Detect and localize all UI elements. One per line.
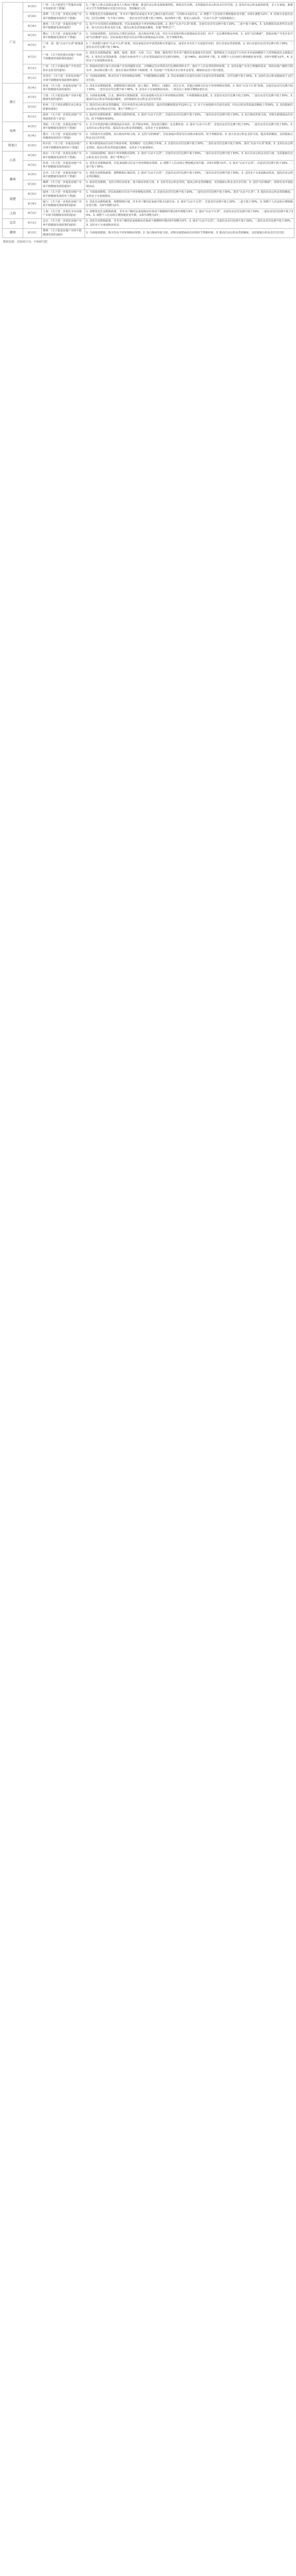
date-cell: 9月1日 [23, 64, 42, 74]
content-cell: 1. 优化住房限购政策，调整限购区域范围。2. 落实“认房不认贷”，首套住房首付比例不低于20%，二套住房首付比例不低于30%。3. 支持多子女家庭购房需求，提高住房公积金贷款额度。 [85, 171, 294, 180]
title-cell: 湘潭：《关于进一步促进房地产市场平稳健康发展的通知》 [42, 180, 85, 190]
date-cell: 9月3日 [23, 41, 42, 51]
date-cell: 9月2日 [23, 228, 42, 238]
table-row [3, 103, 294, 112]
table-row [3, 41, 294, 51]
date-cell: 9月3日 [23, 31, 42, 41]
table-row [3, 74, 294, 83]
title-cell: 福州：《关于进一步促进房地产市场平稳健康发展的若干措施》 [42, 190, 85, 199]
date-cell: 9月5日 [23, 171, 42, 180]
content-cell: 1. 提高住房公积金贷款额度，首次申请住房公积金贷款的，最高贷款额度提高至120万元。2. 多子女家庭购买首套住房的，住房公积金贷款最高额度上浮20%。3. 支持提取住房公积金支付购房首付款，推行“带押过户”。 [85, 103, 294, 112]
title-cell: 哈尔滨：《关于进一步促进房地产市场平稳健康发展的若干措施》 [42, 141, 85, 151]
title-cell: 惠州：《关于进一步促进房地产市场平稳健康发展的通知》 [42, 22, 85, 31]
policy-table-body [3, 3, 294, 238]
table-row [3, 112, 294, 122]
date-cell: 9月2日 [23, 103, 42, 112]
date-cell: 9月4日 [23, 151, 42, 161]
content-cell: 1. 全面取消限购，购买住房不再审核购房资格。2. 加大购房补贴力度，对购买新建商品住房的给予契税补贴。3. 提高住房公积金贷款额度，支持提取公积金支付首付款。 [85, 228, 294, 238]
title-cell: 厦门：《关于进一步优化房地产市场平稳健康发展政策的通知》 [42, 199, 85, 209]
title-cell: 深圳：《关于进一步优化房地产市场平稳健康发展的若干措施》 [42, 12, 85, 22]
date-cell: 9月3日 [23, 93, 42, 103]
content-cell: 1. 全面取消限购，购房不再审核购房资格。2. 落实“认房不认贷”，首套住房首付比例不低于20%，二套住房首付比例不低于30%。3. 加大住房公积金支持力度，支持提取住房公积金支付首付款，推行“带押过户”。 [85, 151, 294, 161]
title-cell: 南京：《关于进一步优化房地产市场平稳健康发展的若干措施》 [42, 151, 85, 161]
content-cell: 1. 优化住房限购政策，非本市户籍居民家庭购房社保或个税缴纳年限由5年调整为3年。2. 落实“认房不认贷”，首套住房首付比例不低于20%，二套住房首付比例不低于30%。3. 支持多子女家庭购房需求。 [85, 218, 294, 228]
content-cell: 1. 调整优化住房限购政策，非本市户籍居民家庭购房社保或个税缴纳年限由5年调整为3年。2. 落实“认房不认贷”，首套住房首付比例不低于20%，二套住房首付比例不低于30%。3. 调整个人住房转让增值税征免年限，由5年调整为2年。 [85, 209, 294, 219]
title-cell: 杭州：《关于优化调整住房公积金政策的通知》 [42, 103, 85, 112]
region-cell: 北京 [3, 218, 23, 228]
title-cell: 株洲：《关于促进房地产市场平稳健康发展的通知》 [42, 228, 85, 238]
policy-table [2, 2, 294, 238]
content-cell: 1. 户籍人口和合法稳定就业人口购房不限制，推进住房公积金提取便利化，降低首付比例，支持提取住房公积金支付首付款。2. 优化住房公积金使用政策，多子女家庭、新就业大学生等群体购买首套自住住房，贷款额度上浮。 [85, 3, 294, 12]
title-cell: 广州：《关于优化我市房地产市场平稳健康发展政策的通知》 [42, 50, 85, 64]
region-cell: 浙江 [3, 83, 23, 122]
date-cell: 9月4日 [23, 83, 42, 93]
table-row [3, 161, 294, 171]
table-row [3, 83, 294, 93]
table-row [3, 209, 294, 219]
date-cell: 9月4日 [23, 180, 42, 190]
content-cell: 1. 全面取消限购，居民家庭购买住房不再审核购房资格。2. 首套住房首付比例不低于20%，二套住房首付比例不低于30%，落实“认房不认贷”。3. 提高住房公积金贷款额度，支持多子女家庭购房。 [85, 190, 294, 199]
table-row [3, 64, 294, 74]
policy-document [0, 2, 296, 244]
date-cell: 9月5日 [23, 3, 42, 12]
table-row [3, 141, 294, 151]
source-note: 数据来源：国家统计局、中指研究院 [3, 241, 48, 244]
table-row [3, 93, 294, 103]
title-cell: 长沙：《关于进一步促进房地产市场平稳健康发展的若干措施》 [42, 171, 85, 180]
content-cell: 1. 优化住房限购政策，调整限购区域，非本市户籍居民家庭可购买1套住房。2. 落实“认房不认贷”，首套首付比例不低于20%，二套不低于30%。3. 调整个人住房转让增值税征免年限，由5年调整为2年。 [85, 199, 294, 209]
table-row [3, 3, 294, 12]
date-cell: 9月4日 [23, 22, 42, 31]
content-cell: 1. 取消住房限购政策，调整住房限售政策。2. 落实“认房不认贷”，首套住房首付比例不低于20%，二套住房首付比例不低于30%。3. 加大购房补贴力度，对购买新建商品住房的，给予契税补贴50%。 [85, 112, 294, 122]
content-cell: 1. 放开全市范围住房限购政策，居民家庭购房不再审核购房资格。2. 落实“认房不认贷”政策，首套住房首付比例不低于20%，二套不低于30%。3. 支持刚需及改善性住房需求，加大住房公积金支持力度，提高公积金贷款最高额度，实施“带押过户”。 [85, 22, 294, 31]
content-cell: 1. 取消住房限购，支持合理住房需求，加大购房补贴力度。2. 支持住房公积金贷款，提高公积金贷款额度，支持提取公积金支付首付款。3. 支持“以旧换新”，鼓励企业开展促销活动。 [85, 180, 294, 190]
content-cell: 1. 优化住房限购政策，越秀、海珠、荔湾、天河、白云、黄埔、番禺等区非本市户籍居民家庭购买住房的，提供购房之日前12个月内在本市连续缴纳个人所得税或社会保险证明。2. 优化住房贷款政策，首套住房商业性个人住房贷款最低首付比例为30%，二套为40%，取消利率下限。3. 调整个人住房转让增值税征免年限，由5年调整为2年。4. 支持多子女家庭购房需求。 [85, 50, 294, 64]
table-row [3, 31, 294, 41]
date-cell: 9月5日 [23, 190, 42, 199]
table-row [3, 171, 294, 180]
table-row [3, 122, 294, 132]
region-cell: 广东 [3, 3, 23, 83]
date-cell: 9月1日 [23, 112, 42, 122]
region-cell: 黑龙江 [3, 141, 23, 151]
content-cell: 1. 购买新建商品住房给予购房补贴，按契税的一定比例给予补贴。2. 首套住房首付比例不低于20%，二套住房首付比例不低于30%，落实“认房不认贷”政策。3. 支持住房公积金贷款，提高公积金贷款最高额度，支持多子女家庭购房。 [85, 141, 294, 151]
title-cell: 广州：《关于推进生产性服务业提升发展的若干措施》 [42, 3, 85, 12]
table-row [3, 12, 294, 22]
content-cell: 1. 全面取消限购，购买住房不再审核购房资格，不再限制购房套数。2. 居民家庭购买首套住房执行首套住房贷款政策，首付比例不低于20%。3. 支持住房公积金提取用于支付首付款。 [85, 74, 294, 83]
table-row [3, 190, 294, 199]
date-cell: 9月1日 [23, 74, 42, 83]
region-cell: 江苏 [3, 151, 23, 171]
date-cell: 9月2日 [23, 209, 42, 219]
region-cell: 湖南 [3, 171, 23, 190]
content-cell: 1. 全面放开住房限购，加大购房补贴力度。2. 支持“以旧换新”，居民家庭出售原有住房购买新房的，给予契税补贴。3. 加大住房公积金支持力度，提高贷款额度，支持提取公积金支付首付款。 [85, 132, 294, 142]
table-row [3, 151, 294, 161]
table-row [3, 180, 294, 190]
date-cell: 9月5日 [23, 122, 42, 132]
title-cell: 遵义：《关于进一步促进房地产市场健康发展的若干措施》 [42, 132, 85, 142]
region-cell: 湖南 [3, 228, 23, 238]
content-cell: 1. 鼓励商业银行加大对房地产企业的融资支持，合理确定住房贷款首付比例和利率水平，落实个人住房贷款利率政策。2. 支持房地产企业合理融资需求，保持房地产融资平稳有序，推动保交楼工作，落实存量房贷利率下调政策。3. 对房地产开发项目实行资本金监管，确保资金用于项目建设。 [85, 64, 294, 74]
date-cell: 9月2日 [23, 50, 42, 64]
region-cell: 福建 [3, 190, 23, 209]
title-cell: 北京：《关于进一步优化房地产市场平稳健康发展政策的通知》 [42, 218, 85, 228]
title-cell: 贵阳：《关于进一步促进房地产市场平稳健康发展的若干措施》 [42, 122, 85, 132]
table-row [3, 218, 294, 228]
content-cell: 1. 在全市范围内购买新建商品住房的，给予购房补贴，按房款总额的一定比例发放。2. 落实“认房不认贷”，首套住房首付比例不低于20%，二套住房首付比例不低于30%。3. 支持住房公积金贷款，提高住房公积金贷款额度，支持多子女家庭购房。 [85, 122, 294, 132]
title-cell: 佛山：《关于进一步促进房地产市场平稳健康发展的若干措施》 [42, 31, 85, 41]
region-cell: 贵州 [3, 122, 23, 142]
content-cell: 1. 全面取消海曙、江北、鄞州等区限购政策，居民家庭购买住房不再审核购房资格，不再限制购房套数。2. 首套住房首付比例不低于20%，二套住房首付比例不低于30%。3. 提高住房公积金贷款最高额度，支持提取住房公积金支付首付款。 [85, 93, 294, 103]
date-cell: 9月3日 [23, 161, 42, 171]
content-cell: 1. 调整优化住房限购政策，非本市户籍居民家庭在本市已拥有1套住房的，可再购买1套住房。2. 调整个人住房转让增值税征免年限，由5年调整为2年。3. 对购买首套住房的，首付比例统一为不低于20%，二套住房首付比例不低于30%，取消利率下限，优化认房标准，“认房不认贷”全面落地执行。 [85, 12, 294, 22]
date-cell: 9月1日 [23, 218, 42, 228]
title-cell: 温州：《关于进一步优化房地产市场政策的若干意见》 [42, 112, 85, 122]
title-cell: 广州：第一批“认房不认贷”政策落实 [42, 41, 85, 51]
content-cell: 1. 优化住房限购政策，居民家庭购买住房不再审核购房资格。2. 调整个人住房转让增值税征免年限，由5年调整为2年。3. 落实“认房不认贷”，首套首付比例不低于20%，二套不低于30%。 [85, 161, 294, 171]
table-row [3, 50, 294, 64]
content-cell: 1. 广州各银行落实“认房不认贷”政策，居民家庭首次申请贷款购买普通住房，或者在本市名下无成套住房的，执行首套房贷款政策。2. 执行首套住房首付比例不低于30%，二套住房首付比例不低于40%。 [85, 41, 294, 51]
date-cell: 9月4日 [23, 12, 42, 22]
table-row [3, 22, 294, 31]
content-cell: 1. 全面取消限购，支持居民合理住房需求，加大购房补贴力度，对在全市范围内购买新建商品住房的，给予一定比例的购房补贴。2. 支持“以旧换新”，鼓励房地产开发企业开展“以旧换新”活动，居民家庭出售原有住房并购买新建商品住房的，给予契税补贴。 [85, 31, 294, 41]
table-row [3, 199, 294, 209]
title-cell: 苏州：《关于进一步促进房地产市场平稳健康发展的通知》 [42, 161, 85, 171]
date-cell: 9月4日 [23, 132, 42, 142]
table-row [3, 228, 294, 238]
title-cell: 杭州：《关于进一步促进房地产市场平稳健康发展的通知》 [42, 83, 85, 93]
title-cell: 宁波：《关于促进房地产市场平稳健康发展的通知》 [42, 93, 85, 103]
title-cell: 广州：《关于实施房地产开发项目资本金监管的通知》 [42, 64, 85, 74]
region-cell: 上海 [3, 209, 23, 219]
title-cell: 上海：《关于进一步优化本市房地产市场平稳健康发展的通知》 [42, 209, 85, 219]
content-cell: 1. 优化住房限购政策，调整限购区域范围，除上城区、拱墅区、西湖区、滨江区外，其他区域购买住房不再审核购房资格。2. 落实“认房不认贷”政策，首套住房首付比例不低于30%，二套住房首付比例不低于40%。3. 支持多子女家庭购房需求，二孩及以上家庭可增购1套住房。 [85, 83, 294, 93]
title-cell: 东莞市：《关于进一步优化房地产市场平稳健康发展政策的通知》 [42, 74, 85, 83]
date-cell: 9月4日 [23, 199, 42, 209]
table-row [3, 132, 294, 142]
date-cell: 9月5日 [23, 141, 42, 151]
